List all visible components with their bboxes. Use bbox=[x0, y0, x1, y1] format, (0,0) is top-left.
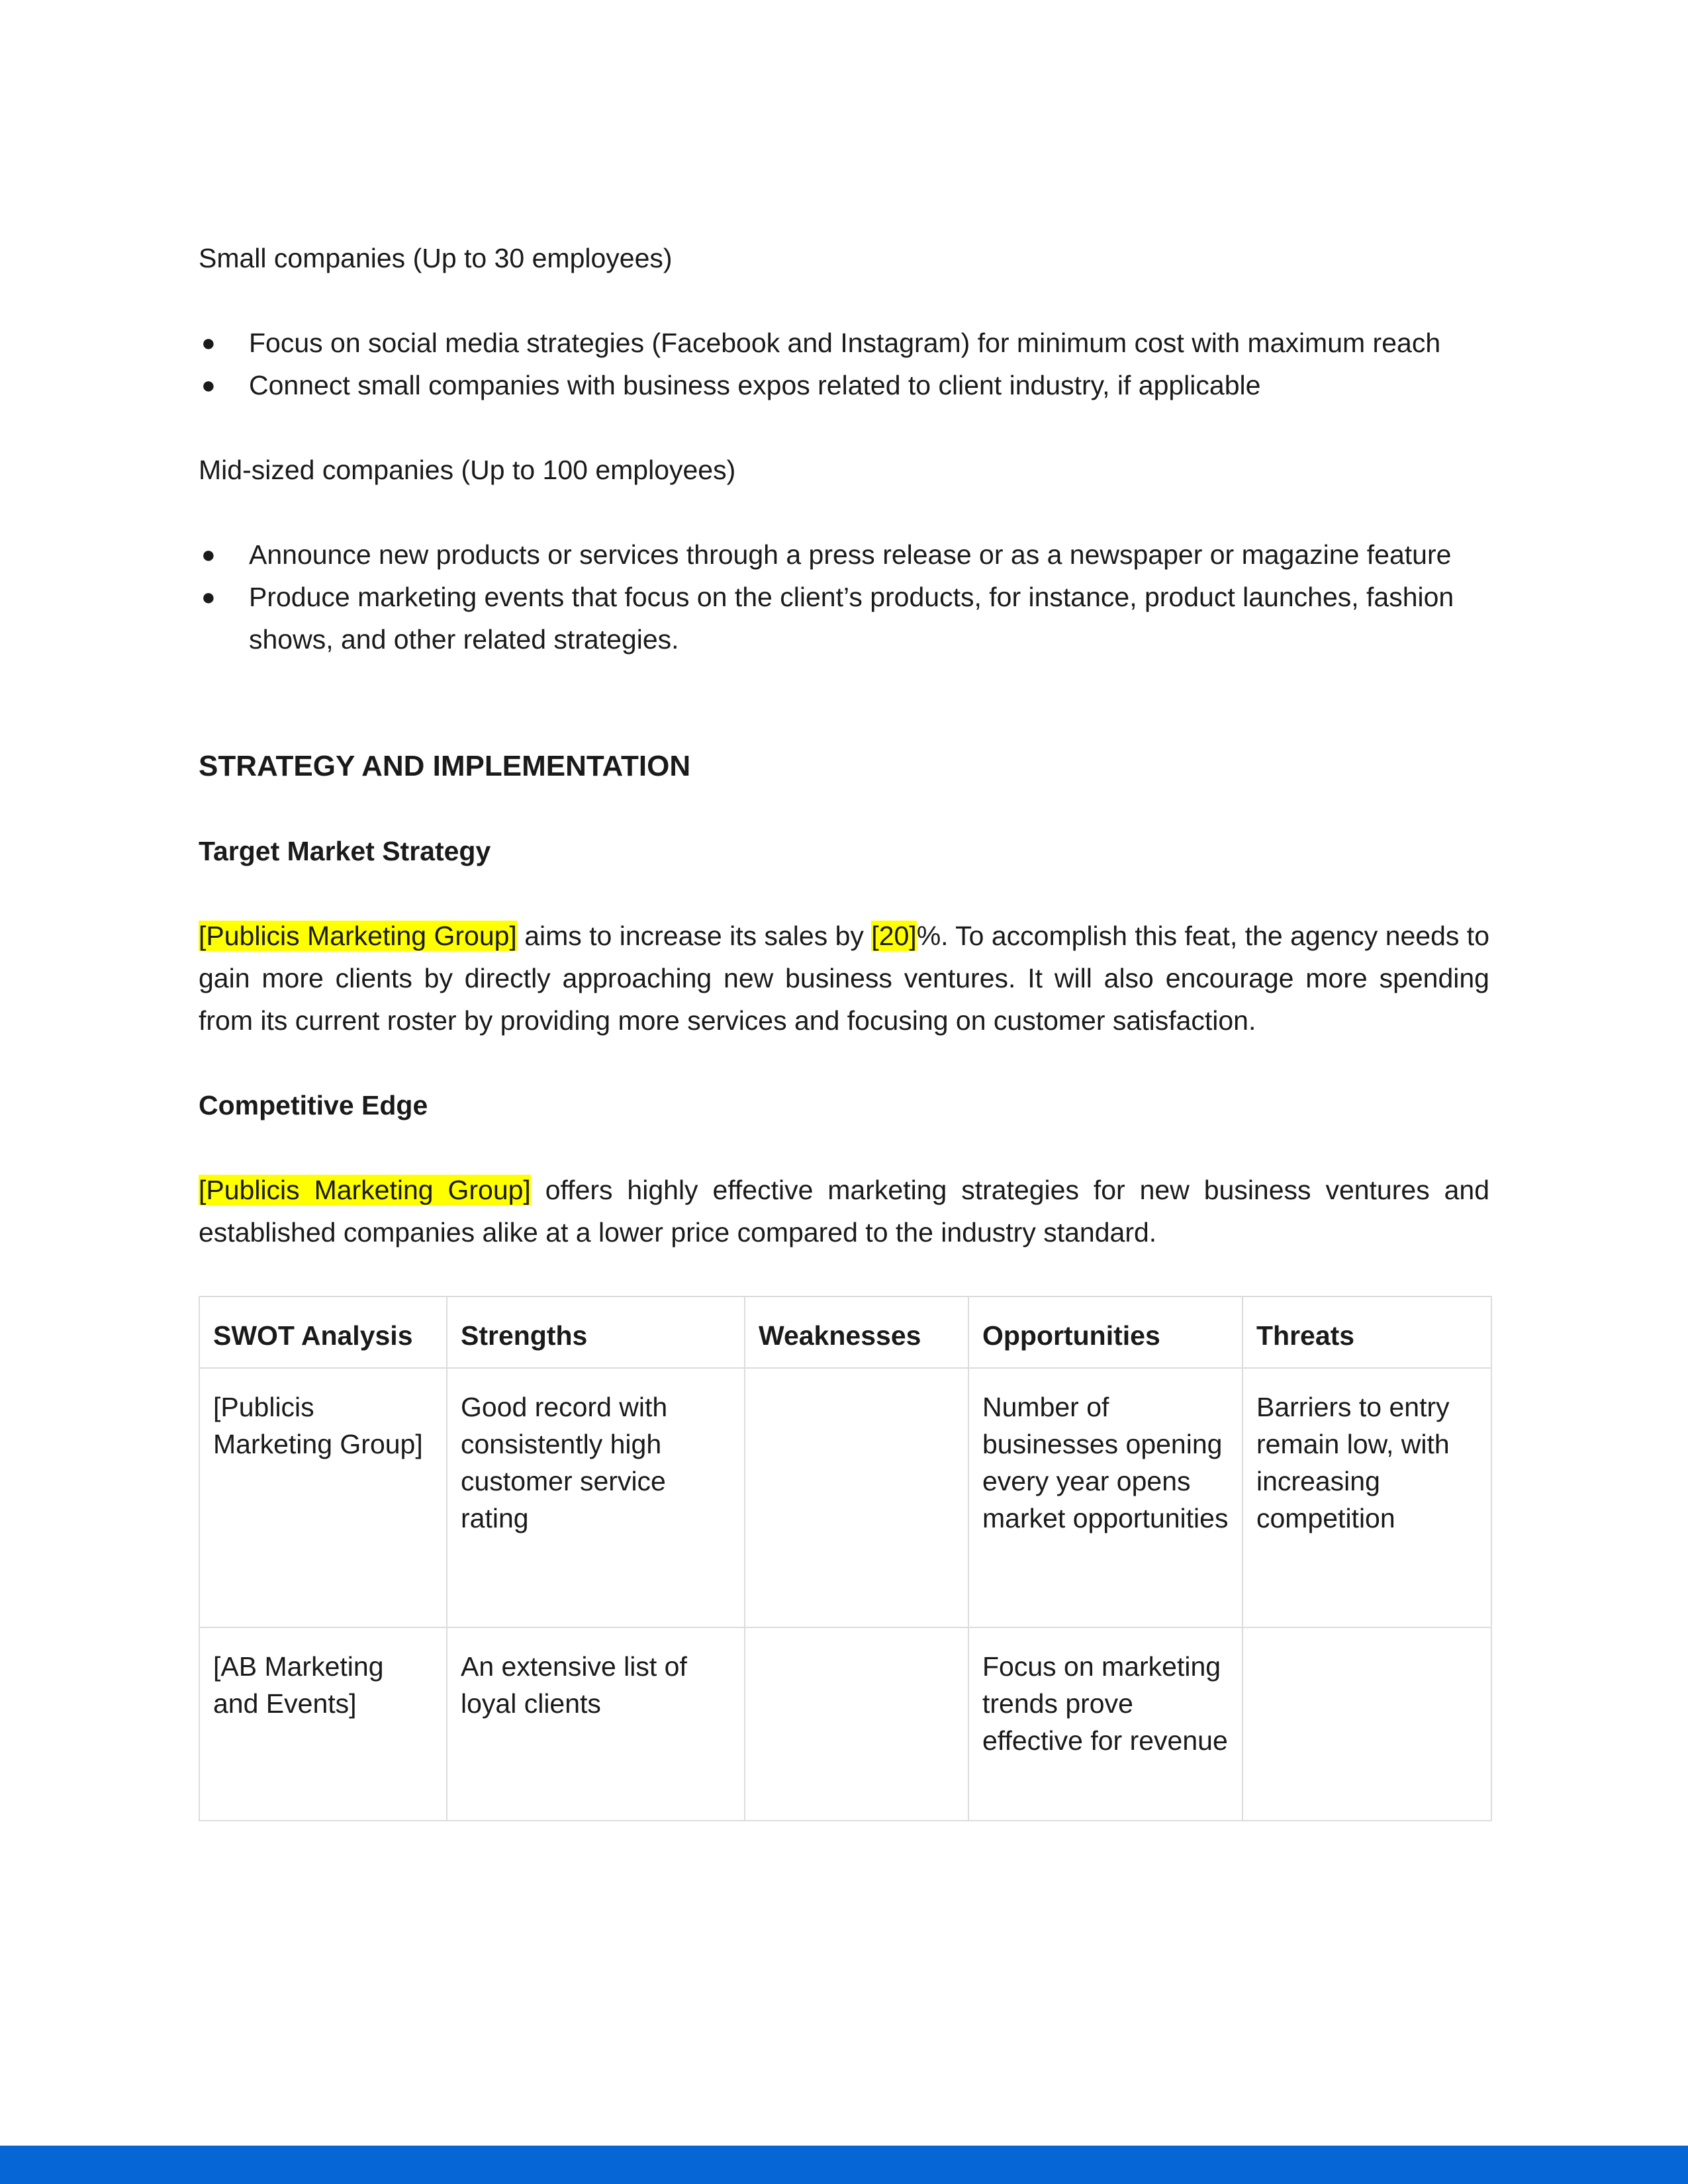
strategy-heading: STRATEGY AND IMPLEMENTATION bbox=[199, 750, 691, 782]
table-cell-opportunities: Number of businesses opening every year opens market opportunities bbox=[968, 1368, 1243, 1627]
paragraph-text: %. To accomplish this feat, the agency needs to gain more clients by directly approaching new business ventures. It will also encourage more spending from its current roster by providing more services and focusing on customer satisfaction. bbox=[199, 921, 1489, 1036]
bullet-icon: ● bbox=[201, 541, 216, 568]
paragraph-text: offers highly effective marketing strategies for new business ventures and established companies alike at a lower price compared to the industry standard. bbox=[199, 1175, 1489, 1248]
target-market-paragraph bbox=[199, 915, 1489, 1042]
mid-sized-companies-list bbox=[199, 533, 1489, 660]
table-cell-company: [Publicis Marketing Group] bbox=[199, 1368, 447, 1627]
table-cell-threats bbox=[1243, 1627, 1491, 1821]
list-item bbox=[199, 576, 1489, 660]
header-weaknesses: Weaknesses bbox=[745, 1297, 968, 1368]
header-strengths: Strengths bbox=[447, 1297, 745, 1368]
bullet-icon: ● bbox=[201, 329, 216, 356]
table-cell-weaknesses bbox=[745, 1368, 968, 1627]
bullet-icon: ● bbox=[201, 583, 216, 610]
competitive-edge-paragraph bbox=[199, 1169, 1489, 1253]
competitive-edge-heading: Competitive Edge bbox=[199, 1090, 428, 1120]
company-placeholder-highlight: [Publicis Marketing Group] bbox=[199, 1175, 531, 1205]
list-item bbox=[199, 533, 1489, 576]
table-cell-strengths: An extensive list of loyal clients bbox=[447, 1627, 745, 1821]
footer-bar bbox=[0, 2146, 1688, 2184]
small-companies-label: Small companies (Up to 30 employees) bbox=[199, 243, 673, 273]
bullet-icon: ● bbox=[201, 371, 216, 398]
table-cell-weaknesses bbox=[745, 1627, 968, 1821]
header-opportunities: Opportunities bbox=[968, 1297, 1243, 1368]
table-cell-threats: Barriers to entry remain low, with increasing competition bbox=[1243, 1368, 1491, 1627]
list-item bbox=[199, 322, 1489, 364]
target-market-heading: Target Market Strategy bbox=[199, 836, 491, 866]
swot-table bbox=[199, 1296, 1492, 1821]
mid-sized-companies-label: Mid-sized companies (Up to 100 employees) bbox=[199, 455, 736, 485]
list-item bbox=[199, 364, 1489, 406]
table-cell-company: [AB Marketing and Events] bbox=[199, 1627, 447, 1821]
document-body bbox=[199, 237, 1489, 1821]
small-companies-list bbox=[199, 322, 1489, 406]
table-cell-strengths: Good record with consistently high customer service rating bbox=[447, 1368, 745, 1627]
header-threats: Threats bbox=[1243, 1297, 1491, 1368]
percent-placeholder-highlight: [20] bbox=[871, 921, 917, 951]
company-placeholder-highlight: [Publicis Marketing Group] bbox=[199, 921, 517, 951]
list-item-text: Focus on social media strategies (Facebook and Instagram) for minimum cost with maximum reach bbox=[249, 328, 1441, 358]
list-item-text: Announce new products or services through a press release or as a newspaper or magazine feature bbox=[249, 539, 1452, 570]
table-header-row bbox=[199, 1297, 1491, 1368]
paragraph-text: aims to increase its sales by bbox=[516, 921, 872, 951]
list-item-text: Produce marketing events that focus on the client’s products, for instance, product launches, fashion shows, and other related strategies. bbox=[249, 582, 1454, 655]
table-row bbox=[199, 1368, 1491, 1627]
table-row bbox=[199, 1627, 1491, 1821]
list-item-text: Connect small companies with business expos related to client industry, if applicable bbox=[249, 370, 1261, 400]
header-swot-analysis: SWOT Analysis bbox=[199, 1297, 447, 1368]
table-cell-opportunities: Focus on marketing trends prove effective for revenue bbox=[968, 1627, 1243, 1821]
